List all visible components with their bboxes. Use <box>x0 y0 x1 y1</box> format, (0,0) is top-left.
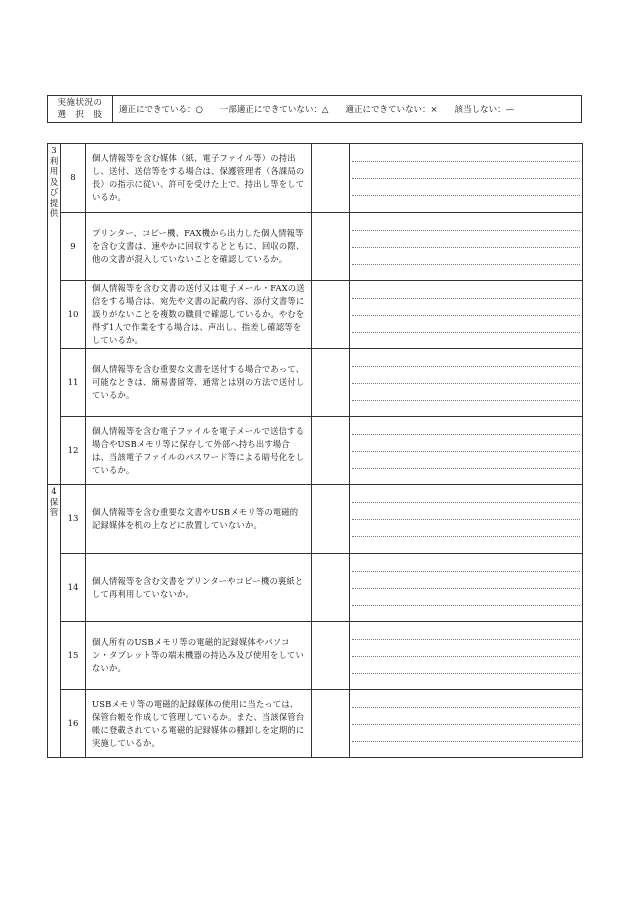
notes-cell[interactable] <box>350 213 582 280</box>
legend-label <box>48 96 113 122</box>
checklist-row <box>61 144 582 212</box>
legend-label-line1: 実施状況の <box>57 98 103 108</box>
legend-options: 適正にできている：○ 一部適正にできていない：△ 適正にできていない：× 該当しない：— <box>119 105 515 115</box>
checklist-row <box>61 416 582 484</box>
status-cell[interactable] <box>312 213 350 280</box>
checklist-table <box>47 143 583 758</box>
status-cell[interactable] <box>312 349 350 416</box>
notes-cell[interactable] <box>350 485 582 553</box>
notes-cell[interactable] <box>350 554 582 621</box>
section-number: 3 <box>51 146 57 156</box>
item-question: 個人情報等を含む重要な文書を送付する場合であって、可能なときは、簡易書留等、通常とは別の方法で送付しているか。 <box>86 349 312 416</box>
section-title: 利用及び提供 <box>49 156 59 219</box>
status-cell[interactable] <box>312 690 350 757</box>
checklist-row <box>61 348 582 416</box>
checklist-row <box>61 485 582 553</box>
notes-cell[interactable] <box>350 417 582 484</box>
item-number: 14 <box>61 554 86 621</box>
item-number: 8 <box>61 144 86 212</box>
notes-cell[interactable] <box>350 281 582 348</box>
notes-cell[interactable] <box>350 144 582 212</box>
item-number: 15 <box>61 622 86 689</box>
status-cell[interactable] <box>312 417 350 484</box>
section-header <box>48 485 61 757</box>
notes-cell[interactable] <box>350 690 582 757</box>
item-number: 11 <box>61 349 86 416</box>
item-question: 個人情報等を含む文書をプリンターやコピー機の裏紙として再利用していないか。 <box>86 554 312 621</box>
item-number: 12 <box>61 417 86 484</box>
checklist-row <box>61 621 582 689</box>
notes-cell[interactable] <box>350 622 582 689</box>
item-question: プリンター、コピー機、FAX機から出力した個人情報等を含む文書は、速やかに回収するとともに、回収の際、他の文書が混入していないことを確認しているか。 <box>86 213 312 280</box>
item-question: 個人所有のUSBメモリ等の電磁的記録媒体やパソコン・タブレット等の端末機器の持込み及び使用をしていないか。 <box>86 622 312 689</box>
item-number: 16 <box>61 690 86 757</box>
notes-cell[interactable] <box>350 349 582 416</box>
item-number: 9 <box>61 213 86 280</box>
section-header <box>48 144 61 484</box>
checklist-row <box>61 553 582 621</box>
item-number: 10 <box>61 281 86 348</box>
checklist-row <box>61 212 582 280</box>
section-usage-provision <box>48 144 582 484</box>
status-cell[interactable] <box>312 554 350 621</box>
status-cell[interactable] <box>312 485 350 553</box>
status-cell[interactable] <box>312 622 350 689</box>
item-question: 個人情報等を含む文書の送付又は電子メール・FAXの送信をする場合は、宛先や文書の記載内容、添付文書等に誤りがないことを複数の職員で確認しているか。やむを得ず1人で作業をする場合は、声出し、指差し確認等をしているか。 <box>86 281 312 348</box>
item-question: USBメモリ等の電磁的記録媒体の使用に当たっては、保管台帳を作成して管理しているか。また、当該保管台帳に登載されている電磁的記録媒体の棚卸しを定期的に実施しているか。 <box>86 690 312 757</box>
status-cell[interactable] <box>312 144 350 212</box>
item-question: 個人情報等を含む媒体（紙、電子ファイル等）の持出し、送付、送信等をする場合は、保護管理者（各課局の長）の指示に従い、許可を受けた上で、持出し等をしているか。 <box>86 144 312 212</box>
status-legend <box>47 95 582 123</box>
section-storage <box>48 484 582 757</box>
checklist-row <box>61 689 582 757</box>
checklist-row <box>61 280 582 348</box>
item-question: 個人情報等を含む重要な文書やUSBメモリ等の電磁的記録媒体を机の上などに放置していないか。 <box>86 485 312 553</box>
item-number: 13 <box>61 485 86 553</box>
section-number: 4 <box>51 487 57 497</box>
status-cell[interactable] <box>312 281 350 348</box>
legend-label-line2: 選 択 肢 <box>57 110 103 120</box>
section-title: 保管 <box>49 497 59 518</box>
item-question: 個人情報等を含む電子ファイルを電子メールで送信する場合やUSBメモリ等に保存して外部へ持ち出す場合は、当該電子ファイルのパスワード等による暗号化をしているか。 <box>86 417 312 484</box>
